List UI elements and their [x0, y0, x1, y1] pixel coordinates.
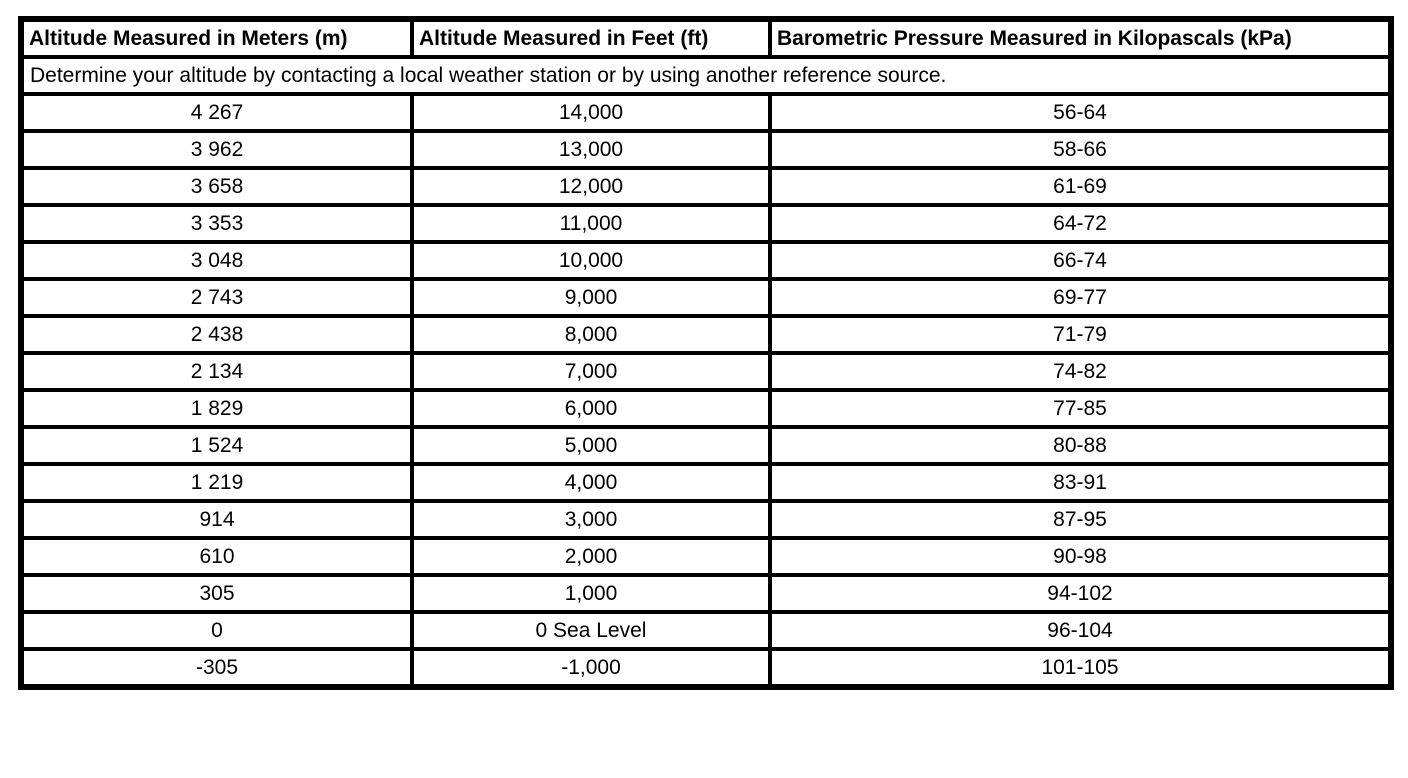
- header-meters: Altitude Measured in Meters (m): [24, 22, 410, 55]
- cell-feet: 13,000: [414, 133, 768, 166]
- cell-feet: 11,000: [414, 207, 768, 240]
- cell-pressure: 64-72: [772, 207, 1388, 240]
- cell-meters: 1 829: [24, 392, 410, 425]
- cell-meters: 1 219: [24, 466, 410, 499]
- table-row: [24, 614, 1388, 647]
- cell-pressure: 74-82: [772, 355, 1388, 388]
- cell-meters: 305: [24, 577, 410, 610]
- altitude-pressure-table-container: [18, 16, 1394, 690]
- table-row: [24, 355, 1388, 388]
- table-row: [24, 577, 1388, 610]
- cell-pressure: 101-105: [772, 651, 1388, 684]
- cell-meters: 3 048: [24, 244, 410, 277]
- table-row: [24, 207, 1388, 240]
- cell-pressure: 69-77: [772, 281, 1388, 314]
- cell-meters: 2 438: [24, 318, 410, 351]
- cell-feet: 3,000: [414, 503, 768, 536]
- cell-feet: 2,000: [414, 540, 768, 573]
- cell-meters: -305: [24, 651, 410, 684]
- cell-meters: 610: [24, 540, 410, 573]
- cell-pressure: 61-69: [772, 170, 1388, 203]
- table-row: [24, 281, 1388, 314]
- cell-feet: 7,000: [414, 355, 768, 388]
- table-row: [24, 466, 1388, 499]
- cell-pressure: 66-74: [772, 244, 1388, 277]
- cell-meters: 3 353: [24, 207, 410, 240]
- table-row: [24, 392, 1388, 425]
- altitude-note: Determine your altitude by contacting a local weather station or by using another reference source.: [24, 59, 1388, 92]
- table-row: [24, 133, 1388, 166]
- table-header-row: [24, 22, 1388, 55]
- note-row: [24, 59, 1388, 92]
- table-row: [24, 318, 1388, 351]
- cell-pressure: 87-95: [772, 503, 1388, 536]
- table-row: [24, 540, 1388, 573]
- cell-feet: 9,000: [414, 281, 768, 314]
- table-row: [24, 170, 1388, 203]
- table-row: [24, 96, 1388, 129]
- cell-pressure: 94-102: [772, 577, 1388, 610]
- cell-feet: 12,000: [414, 170, 768, 203]
- cell-meters: 4 267: [24, 96, 410, 129]
- cell-feet: -1,000: [414, 651, 768, 684]
- table-row: [24, 429, 1388, 462]
- table-row: [24, 651, 1388, 684]
- cell-feet: 5,000: [414, 429, 768, 462]
- header-feet: Altitude Measured in Feet (ft): [414, 22, 768, 55]
- cell-meters: 3 962: [24, 133, 410, 166]
- cell-feet: 1,000: [414, 577, 768, 610]
- cell-pressure: 56-64: [772, 96, 1388, 129]
- cell-pressure: 80-88: [772, 429, 1388, 462]
- altitude-pressure-table: [20, 18, 1392, 688]
- cell-feet: 10,000: [414, 244, 768, 277]
- table-row: [24, 503, 1388, 536]
- cell-meters: 914: [24, 503, 410, 536]
- cell-meters: 2 743: [24, 281, 410, 314]
- cell-pressure: 90-98: [772, 540, 1388, 573]
- cell-pressure: 58-66: [772, 133, 1388, 166]
- cell-meters: 0: [24, 614, 410, 647]
- cell-pressure: 96-104: [772, 614, 1388, 647]
- cell-meters: 3 658: [24, 170, 410, 203]
- table-row: [24, 244, 1388, 277]
- cell-meters: 2 134: [24, 355, 410, 388]
- cell-feet: 14,000: [414, 96, 768, 129]
- header-pressure: Barometric Pressure Measured in Kilopascals (kPa): [772, 22, 1388, 55]
- cell-pressure: 83-91: [772, 466, 1388, 499]
- cell-pressure: 71-79: [772, 318, 1388, 351]
- cell-feet: 0 Sea Level: [414, 614, 768, 647]
- cell-meters: 1 524: [24, 429, 410, 462]
- cell-feet: 8,000: [414, 318, 768, 351]
- cell-feet: 4,000: [414, 466, 768, 499]
- cell-pressure: 77-85: [772, 392, 1388, 425]
- cell-feet: 6,000: [414, 392, 768, 425]
